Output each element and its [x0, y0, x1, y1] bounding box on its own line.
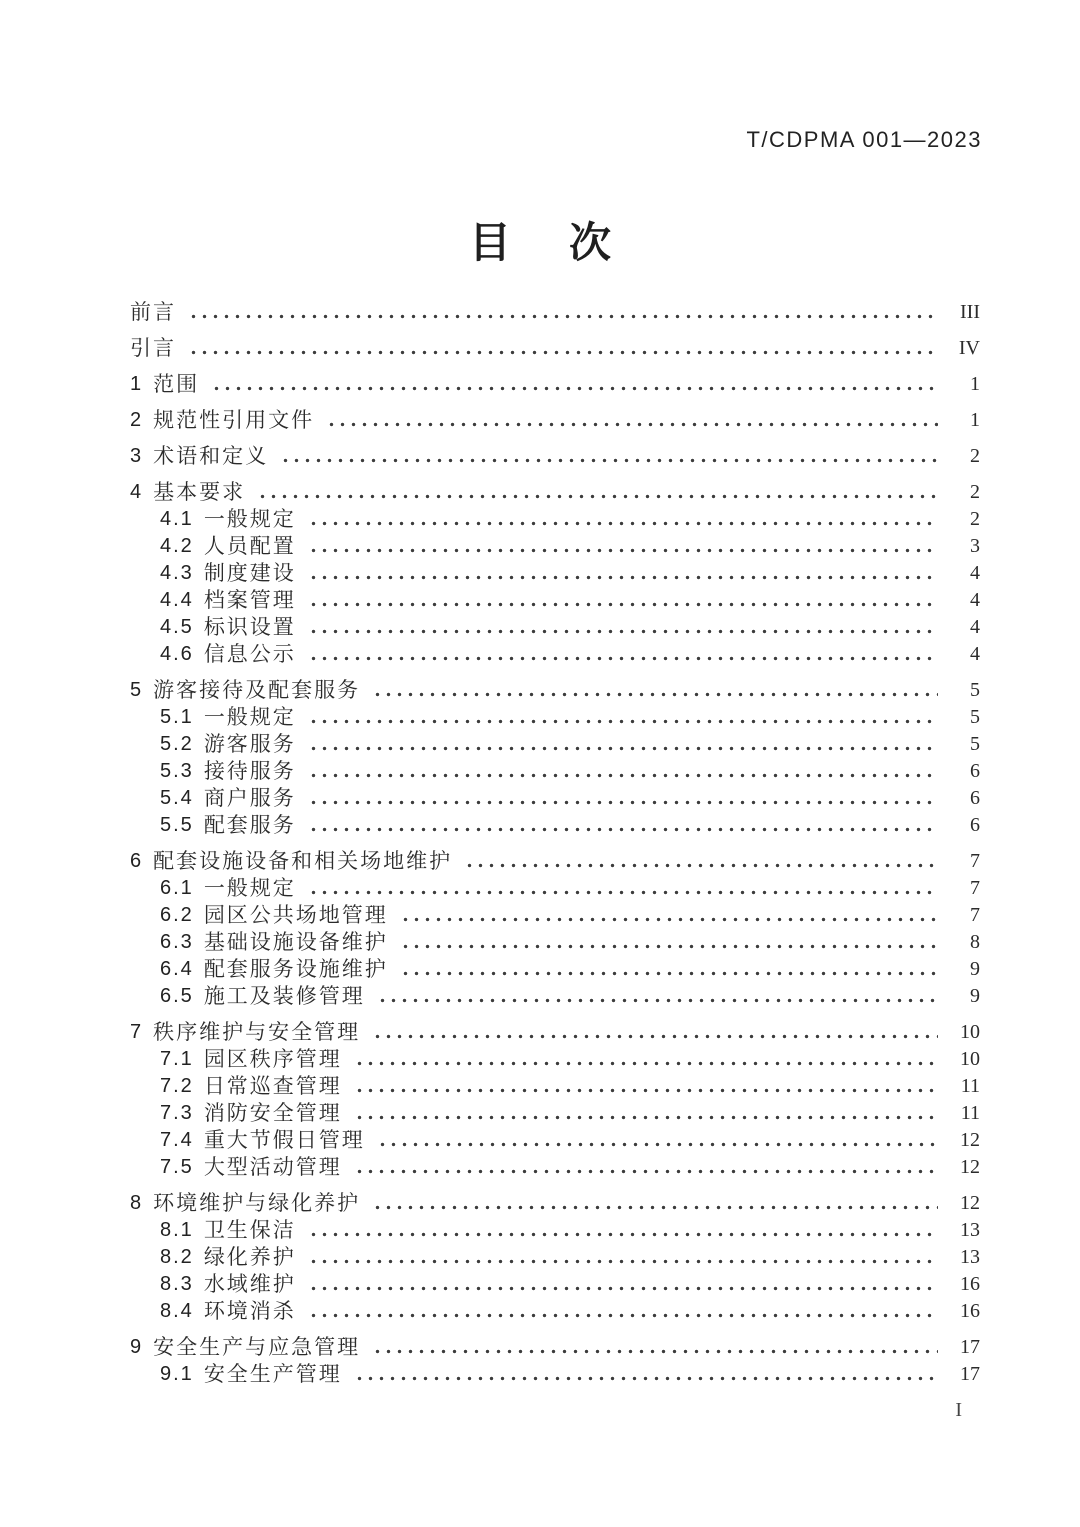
toc-entry-number: 1	[130, 373, 144, 395]
toc-leader-dots	[306, 811, 938, 838]
toc-leader-dots	[306, 874, 938, 901]
toc-entry-number: 4	[130, 481, 144, 503]
toc-entry-label: 环境维护与绿化养护	[153, 1191, 361, 1215]
toc-entry-page: 7	[970, 850, 980, 872]
toc-leader-dots	[306, 757, 938, 784]
toc-leader-dots	[375, 982, 938, 1009]
toc-entry	[130, 370, 980, 397]
toc-leader-dots	[370, 1333, 938, 1360]
toc-entry-number: 7.1	[160, 1048, 194, 1070]
toc-entry	[130, 442, 980, 469]
toc-entry-page: 9	[970, 958, 980, 980]
toc-entry-number: 5.4	[160, 787, 194, 809]
toc-leader-dots	[186, 334, 938, 361]
toc-entry	[130, 874, 980, 901]
toc-entry-page: 10	[960, 1048, 980, 1070]
toc-entry-label: 秩序维护与安全管理	[153, 1020, 361, 1044]
toc-entry-page: 4	[970, 562, 980, 584]
toc-entry	[130, 928, 980, 955]
toc-entry-page: 2	[970, 508, 980, 530]
toc-entry-page: 9	[970, 985, 980, 1007]
toc-entry-label: 绿化养护	[203, 1245, 296, 1269]
toc-entry-label: 规范性引用文件	[153, 408, 315, 432]
toc-entry-page: 13	[960, 1246, 980, 1268]
toc-entry-page: 11	[960, 1075, 980, 1097]
toc-entry-page: 1	[970, 373, 980, 395]
toc-entry	[130, 901, 980, 928]
toc-entry-label: 一般规定	[203, 705, 296, 729]
toc-entry-number: 7.4	[160, 1129, 194, 1151]
toc-leader-dots	[186, 298, 938, 325]
toc-entry-number: 6.4	[160, 958, 194, 980]
toc-entry-page: 6	[970, 760, 980, 782]
toc-entry-number: 4.6	[160, 643, 194, 665]
toc-entry	[130, 613, 980, 640]
toc-entry-label: 游客服务	[203, 732, 296, 756]
toc-entry-page: 4	[970, 616, 980, 638]
toc-entry-label: 园区秩序管理	[203, 1047, 342, 1071]
toc-entry	[130, 784, 980, 811]
toc-entry-number: 6.3	[160, 931, 194, 953]
toc-entry	[130, 847, 980, 874]
toc-entry-label: 日常巡查管理	[203, 1074, 342, 1098]
toc-entry-number: 7.3	[160, 1102, 194, 1124]
toc-leader-dots	[352, 1045, 938, 1072]
toc-entry-page: 7	[970, 904, 980, 926]
toc-entry	[130, 982, 980, 1009]
toc-entry	[130, 1189, 980, 1216]
toc-leader-dots	[278, 442, 938, 469]
toc-entry-number: 4.1	[160, 508, 194, 530]
toc-entry-page: 2	[970, 445, 980, 467]
toc-entry-number: 9.1	[160, 1363, 194, 1385]
toc-entry	[130, 586, 980, 613]
toc-entry-label: 标识设置	[203, 615, 296, 639]
toc-leader-dots	[255, 478, 938, 505]
toc-entry-label: 制度建设	[203, 561, 296, 585]
toc-entry-label: 消防安全管理	[203, 1101, 342, 1125]
toc-entry-page: 8	[970, 931, 980, 953]
toc-entry	[130, 505, 980, 532]
toc-leader-dots	[306, 703, 938, 730]
toc-entry-label: 基础设施设备维护	[203, 930, 388, 954]
toc-entry-page: III	[960, 301, 980, 323]
toc-entry	[130, 1153, 980, 1180]
toc-leader-dots	[306, 532, 938, 559]
toc-leader-dots	[306, 505, 938, 532]
toc-entry-label: 施工及装修管理	[203, 984, 365, 1008]
toc-entry-label: 配套服务设施维护	[203, 957, 388, 981]
toc-entry-number: 3	[130, 445, 144, 467]
standard-code: T/CDPMA 001—2023	[746, 127, 982, 152]
toc-entry-page: 16	[960, 1300, 980, 1322]
toc-leader-dots	[398, 901, 938, 928]
toc-entry-page: 5	[970, 679, 980, 701]
toc-entry-number: 7.2	[160, 1075, 194, 1097]
toc-entry-number: 5	[130, 679, 144, 701]
toc-entry-label: 水域维护	[203, 1272, 296, 1296]
toc-leader-dots	[306, 1216, 938, 1243]
toc-leader-dots	[352, 1072, 938, 1099]
toc-leader-dots	[209, 370, 938, 397]
toc-entry-label: 安全生产与应急管理	[153, 1335, 361, 1359]
toc-entry	[130, 955, 980, 982]
toc-entry-label: 接待服务	[203, 759, 296, 783]
toc-entry-page: 12	[960, 1129, 980, 1151]
toc-leader-dots	[398, 928, 938, 955]
toc-leader-dots	[370, 676, 938, 703]
toc-entry-number: 8.3	[160, 1273, 194, 1295]
toc-entry-number: 4.3	[160, 562, 194, 584]
toc-leader-dots	[370, 1189, 938, 1216]
toc-entry-number: 5.3	[160, 760, 194, 782]
toc-entry-label: 安全生产管理	[203, 1362, 342, 1386]
toc-leader-dots	[398, 955, 938, 982]
toc-entry-number: 4.4	[160, 589, 194, 611]
toc-entry-label: 基本要求	[153, 480, 246, 504]
toc-entry-label: 引言	[130, 336, 176, 360]
toc-leader-dots	[306, 613, 938, 640]
footer-page-number: I	[955, 1399, 962, 1421]
toc-entry-number: 7.5	[160, 1156, 194, 1178]
toc-entry-number: 6	[130, 850, 144, 872]
toc-entry-page: 11	[960, 1102, 980, 1124]
toc-leader-dots	[306, 784, 938, 811]
toc-entry	[130, 406, 980, 433]
toc-entry-label: 一般规定	[203, 507, 296, 531]
toc-entry-label: 档案管理	[203, 588, 296, 612]
toc-entry-page: 5	[970, 706, 980, 728]
toc-entry-page: 12	[960, 1156, 980, 1178]
toc-entry-number: 2	[130, 409, 144, 431]
toc-entry	[130, 1099, 980, 1126]
toc-entry	[130, 298, 980, 325]
toc-leader-dots	[324, 406, 938, 433]
toc-entry	[130, 1045, 980, 1072]
toc-entry-label: 配套设施设备和相关场地维护	[153, 849, 453, 873]
toc-entry-page: 2	[970, 481, 980, 503]
toc-entry-number: 6.2	[160, 904, 194, 926]
toc-entry-label: 商户服务	[203, 786, 296, 810]
toc-entry-page: 16	[960, 1273, 980, 1295]
toc-entry	[130, 559, 980, 586]
toc-entry-page: 4	[970, 643, 980, 665]
toc-entry-number: 4.5	[160, 616, 194, 638]
toc-leader-dots	[352, 1360, 938, 1387]
toc-leader-dots	[306, 1297, 938, 1324]
toc-entry-page: 5	[970, 733, 980, 755]
toc-entry	[130, 1126, 980, 1153]
toc-entry-page: 3	[970, 535, 980, 557]
toc-leader-dots	[352, 1099, 938, 1126]
toc-entry	[130, 1072, 980, 1099]
toc-entry-page: 13	[960, 1219, 980, 1241]
toc-entry-label: 游客接待及配套服务	[153, 678, 361, 702]
toc-list	[130, 298, 980, 1387]
toc-entry	[130, 1216, 980, 1243]
toc-leader-dots	[306, 1243, 938, 1270]
toc-entry	[130, 703, 980, 730]
toc-entry-label: 信息公示	[203, 642, 296, 666]
toc-entry-number: 4.2	[160, 535, 194, 557]
toc-entry-label: 范围	[153, 372, 200, 396]
toc-entry	[130, 640, 980, 667]
toc-entry-number: 8.4	[160, 1300, 194, 1322]
toc-entry	[130, 532, 980, 559]
toc-entry-number: 8.1	[160, 1219, 194, 1241]
toc-leader-dots	[306, 586, 938, 613]
toc-entry-page: 7	[970, 877, 980, 899]
toc-entry	[130, 478, 980, 505]
toc-leader-dots	[375, 1126, 938, 1153]
toc-entry-label: 一般规定	[203, 876, 296, 900]
toc-entry-number: 7	[130, 1021, 144, 1043]
toc-entry-page: 4	[970, 589, 980, 611]
toc-entry-number: 6.5	[160, 985, 194, 1007]
toc-entry-page: IV	[958, 337, 980, 359]
toc-entry	[130, 1297, 980, 1324]
toc-entry	[130, 1360, 980, 1387]
toc-leader-dots	[306, 1270, 938, 1297]
toc-leader-dots	[306, 640, 938, 667]
toc-entry-label: 大型活动管理	[203, 1155, 342, 1179]
toc-leader-dots	[352, 1153, 938, 1180]
toc-entry	[130, 334, 980, 361]
toc-entry	[130, 1018, 980, 1045]
toc-entry-label: 环境消杀	[203, 1299, 296, 1323]
toc-entry	[130, 811, 980, 838]
toc-entry-number: 9	[130, 1336, 144, 1358]
toc-entry	[130, 1333, 980, 1360]
page-title: 目 次	[468, 219, 619, 266]
toc-entry-label: 配套服务	[203, 813, 296, 837]
toc-entry-number: 5.1	[160, 706, 194, 728]
toc-entry-number: 5.5	[160, 814, 194, 836]
toc-entry-label: 术语和定义	[153, 444, 269, 468]
toc-entry	[130, 676, 980, 703]
toc-entry	[130, 1243, 980, 1270]
toc-leader-dots	[370, 1018, 938, 1045]
toc-entry-page: 17	[960, 1363, 980, 1385]
toc-entry	[130, 757, 980, 784]
toc-entry-number: 8.2	[160, 1246, 194, 1268]
toc-entry-number: 8	[130, 1192, 144, 1214]
toc-entry-page: 1	[970, 409, 980, 431]
toc-leader-dots	[306, 730, 938, 757]
toc-leader-dots	[306, 559, 938, 586]
toc-entry	[130, 730, 980, 757]
toc-entry-number: 5.2	[160, 733, 194, 755]
toc-entry-page: 10	[960, 1021, 980, 1043]
toc-leader-dots	[462, 847, 938, 874]
toc-entry-label: 园区公共场地管理	[203, 903, 388, 927]
toc-entry-label: 人员配置	[203, 534, 296, 558]
toc-entry-label: 前言	[130, 300, 176, 324]
toc-entry-page: 12	[960, 1192, 980, 1214]
toc-entry-label: 卫生保洁	[203, 1218, 296, 1242]
toc-entry-page: 17	[960, 1336, 980, 1358]
toc-entry-label: 重大节假日管理	[203, 1128, 365, 1152]
toc-entry-page: 6	[970, 787, 980, 809]
toc-entry-number: 6.1	[160, 877, 194, 899]
toc-entry	[130, 1270, 980, 1297]
toc-entry-page: 6	[970, 814, 980, 836]
